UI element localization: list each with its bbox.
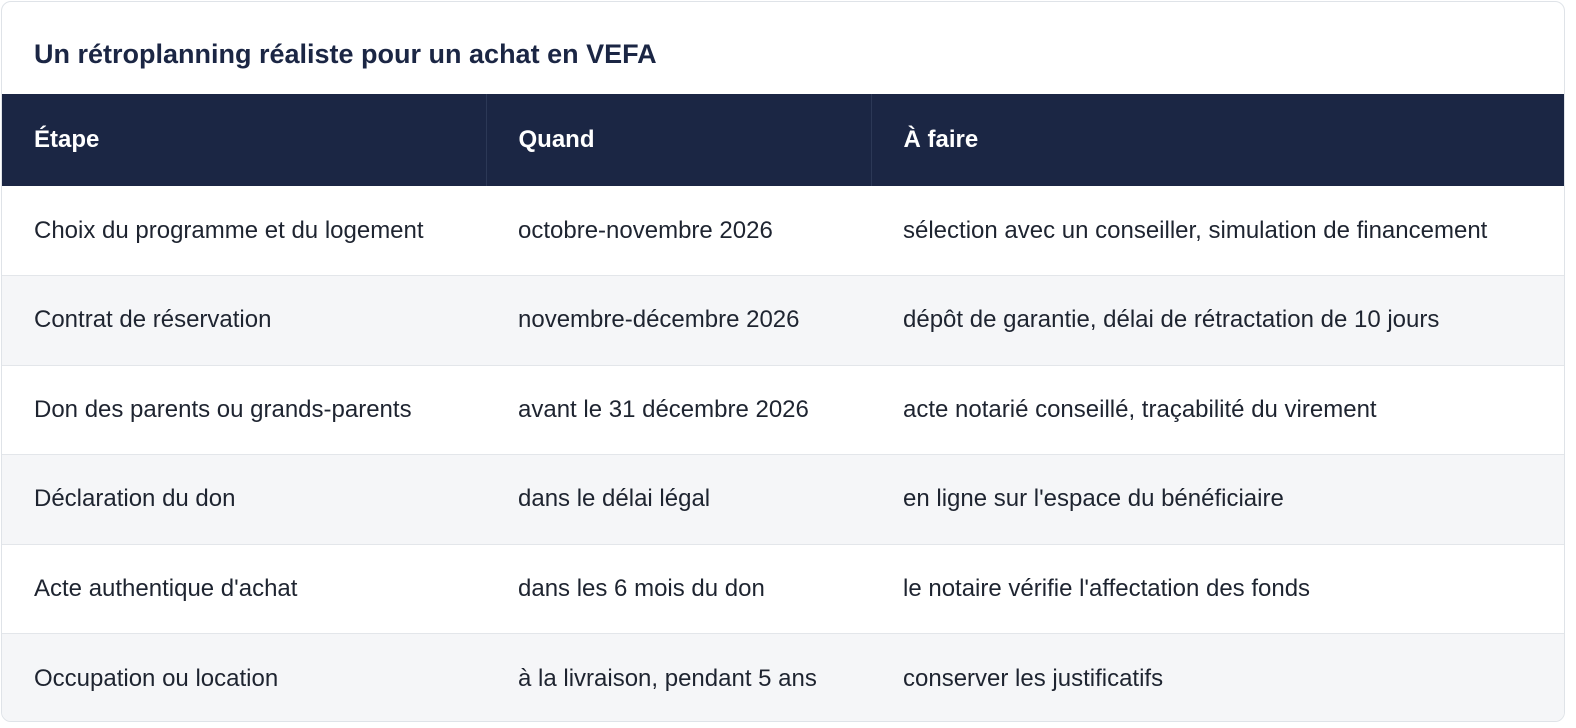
table-row [2,544,1565,634]
cell-etape: Déclaration du don [2,455,486,545]
cell-etape: Don des parents ou grands-parents [2,365,486,455]
table-row [2,365,1565,455]
cell-a-faire: acte notarié conseillé, traçabilité du virement [871,365,1565,455]
table-row [2,634,1565,723]
cell-quand: novembre-décembre 2026 [486,276,871,366]
timeline-card [1,1,1565,722]
column-header-etape: Étape [2,94,486,186]
cell-a-faire: conserver les justificatifs [871,634,1565,723]
cell-a-faire: dépôt de garantie, délai de rétractation de 10 jours [871,276,1565,366]
cell-quand: dans le délai légal [486,455,871,545]
cell-quand: à la livraison, pendant 5 ans [486,634,871,723]
card-title: Un rétroplanning réaliste pour un achat en VEFA [34,39,657,69]
cell-a-faire: le notaire vérifie l'affectation des fonds [871,544,1565,634]
table-row [2,276,1565,366]
cell-etape: Occupation ou location [2,634,486,723]
cell-quand: avant le 31 décembre 2026 [486,365,871,455]
table-body [2,186,1565,722]
cell-etape: Contrat de réservation [2,276,486,366]
header-row [2,94,1565,186]
column-header-a-faire: À faire [903,126,979,153]
cell-quand: octobre-novembre 2026 [518,216,773,244]
cell-etape: Choix du programme et du logement [34,216,424,244]
table-row [2,455,1565,545]
cell-quand: dans les 6 mois du don [486,544,871,634]
table-row [2,186,1565,276]
cell-etape: Acte authentique d'achat [2,544,486,634]
timeline-table [2,94,1565,722]
cell-a-faire: en ligne sur l'espace du bénéficiaire [871,455,1565,545]
cell-a-faire: sélection avec un conseiller, simulation de financement [903,216,1488,244]
table-header [2,94,1565,186]
column-header-quand: Quand [486,94,871,186]
